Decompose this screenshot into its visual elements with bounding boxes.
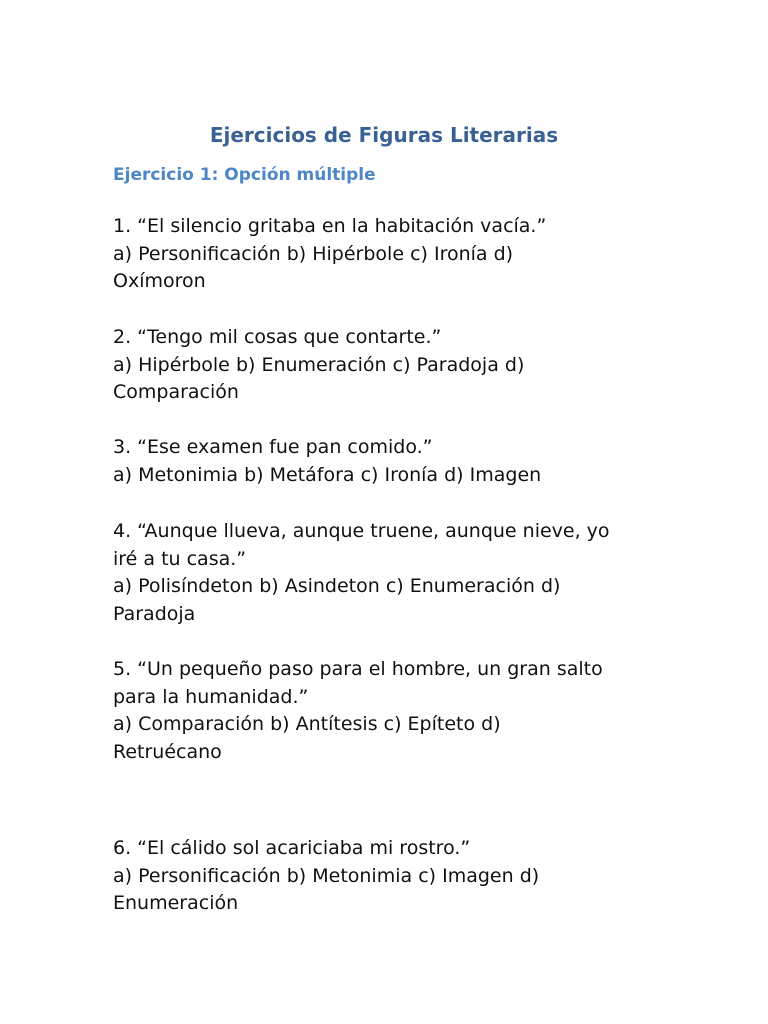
option-b: b) Metáfora — [244, 463, 355, 486]
option-b: b) Enumeración — [235, 353, 387, 376]
question-3 — [113, 434, 653, 489]
question-options — [113, 462, 653, 490]
question-options — [113, 711, 653, 739]
option-d: d) — [540, 575, 561, 598]
question-stem-line-1: 5. “Un pequeño paso para el hombre, un gran salto — [113, 658, 603, 680]
option-b: b) Antítesis — [270, 713, 378, 736]
question-4 — [113, 518, 653, 629]
option-c: c) Imagen — [418, 864, 514, 887]
document-title: Ejercicios de Figuras Literarias — [209, 123, 559, 147]
option-d-text: Retruécano — [113, 741, 222, 764]
question-stem: 6. “El cálido sol acariciaba mi rostro.” — [113, 837, 471, 859]
option-a: a) Hipérbole — [113, 353, 230, 376]
question-stem: 1. “El silencio gritaba en la habitación vacía.” — [113, 215, 547, 237]
option-d: d) — [504, 353, 525, 376]
option-d: d) Imagen — [444, 463, 542, 486]
option-d-text: Enumeración — [113, 892, 239, 915]
question-1 — [113, 213, 653, 296]
question-stem: 2. “Tengo mil cosas que contarte.” — [113, 326, 442, 348]
option-a: a) Metonimia — [113, 463, 239, 486]
question-options — [113, 573, 653, 601]
question-5 — [113, 656, 653, 767]
option-b: b) Metonimia — [286, 864, 413, 887]
option-b: b) Hipérbole — [286, 242, 405, 265]
option-d: d) — [493, 242, 514, 265]
question-6 — [113, 835, 653, 918]
option-c: c) Ironía — [360, 463, 439, 486]
option-d-text: Oxímoron — [113, 270, 206, 293]
option-a: a) Personificación — [113, 864, 281, 887]
question-options — [113, 352, 653, 380]
option-d-text: Paradoja — [113, 603, 196, 626]
section-heading: Ejercicio 1: Opción múltiple — [113, 165, 376, 185]
option-d: d) — [481, 713, 501, 736]
option-a: a) Personificación — [113, 242, 281, 265]
question-options — [113, 241, 653, 269]
option-c: c) Ironía — [410, 242, 488, 265]
option-a: a) Polisíndeton — [113, 575, 254, 598]
option-c: c) Paradoja — [392, 353, 499, 376]
question-stem-line-1: 4. “Aunque llueva, aunque truene, aunque nieve, yo — [113, 520, 610, 542]
question-stem-line-2: iré a tu casa.” — [113, 547, 247, 570]
option-a: a) Comparación — [113, 713, 265, 736]
option-d: d) — [519, 864, 540, 887]
option-c: c) Epíteto — [383, 713, 476, 736]
question-stem-line-2: para la humanidad.” — [113, 685, 309, 708]
option-b: b) Asindeton — [259, 575, 380, 598]
question-stem: 3. “Ese examen fue pan comido.” — [113, 436, 433, 458]
question-2 — [113, 324, 653, 407]
option-c: c) Enumeración — [385, 575, 535, 598]
option-d-text: Comparación — [113, 381, 239, 404]
question-options — [113, 863, 653, 891]
